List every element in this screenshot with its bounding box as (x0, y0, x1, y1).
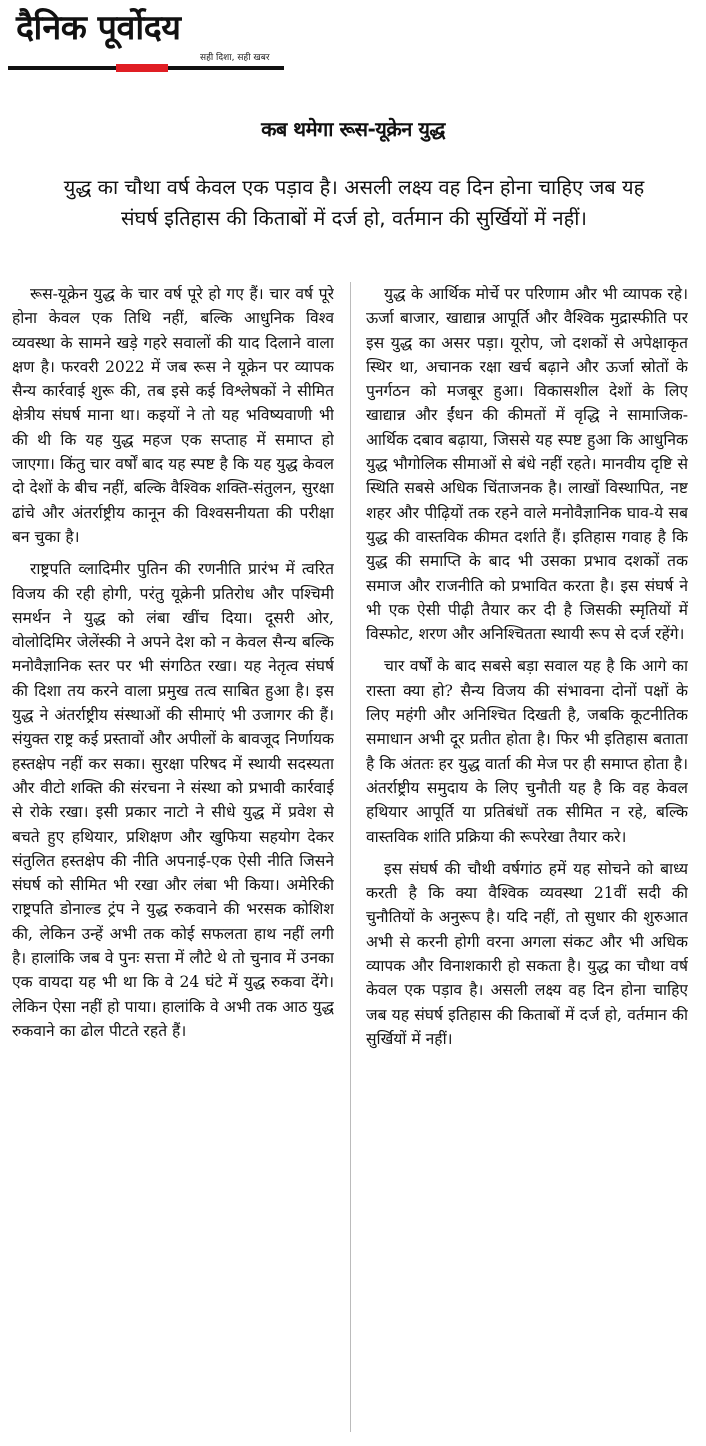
masthead-title-part1: दैनिक पूर् (16, 8, 144, 48)
masthead-tagline: सही दिशा, सही खबर (200, 53, 270, 63)
deck-text: युद्ध का चौथा वर्ष केवल एक पड़ाव है। असली लक्ष्य वह दिन होना चाहिए जब यह संघर्ष इतिहास की किताबों में दर्ज हो, वर्तमान की सुर्खियों में नहीं। (63, 175, 645, 230)
column-divider (350, 282, 351, 1432)
right-column (366, 282, 688, 1442)
article-paragraph: इस संघर्ष की चौथी वर्षगांठ हमें यह सोचने को बाध्य करती है कि क्या वैश्विक व्यवस्था 21वीं सदी की चुनौतियों के अनुरूप है। यदि नहीं, तो सुधार की शुरुआत अभी से करनी होगी वरना अगला संकट और भी अधिक व्यापक और विनाशकारी हो सकता है। युद्ध का चौथा वर्ष केवल एक पड़ाव है। असली लक्ष्य वह दिन होना चाहिए जब यह संघर्ष इतिहास की किताबों में दर्ज हो, वर्तमान की सुर्खियों में नहीं। (366, 859, 688, 1048)
masthead-title (16, 6, 180, 50)
deck (52, 172, 656, 234)
masthead-red-bar (116, 64, 168, 72)
article-paragraph: चार वर्षों के बाद सबसे बड़ा सवाल यह है कि आगे का रास्ता क्या हो? सैन्य विजय की संभावना दोनों पक्षों के लिए महंगी और अनिश्चित दिखती है, जबकि कूटनीतिक समाधान अभी दूर प्रतीत होता है। फिर भी इतिहास बताता है कि अंततः हर युद्ध वार्ता की मेज पर ही समाप्त होता है। अंतर्राष्ट्रीय समुदाय के लिए चुनौती यह है कि वह केवल हथियार आपूर्ति या प्रतिबंधों तक सीमित न रहे, बल्कि वास्तविक शांति प्रक्रिया की रूपरेखा तैयार करे। (366, 657, 688, 846)
article-paragraph: रूस-यूक्रेन युद्ध के चार वर्ष पूरे हो गए हैं। चार वर्ष पूरे होना केवल एक तिथि नहीं, बल्कि आधुनिक विश्व व्यवस्था के सामने खड़े गहरे सवालों की याद दिलाने वाला क्षण है। फरवरी 2022 में जब रूस ने यूक्रेन पर व्यापक सैन्य कार्रवाई शुरू की, तब इसे कई विश्लेषकों ने सीमित क्षेत्रीय संघर्ष माना था। कइयों ने तो यह भविष्यवाणी भी की थी कि यह युद्ध महज एक सप्ताह में समाप्त हो जाएगा। किंतु चार वर्षों बाद यह स्पष्ट है कि यह युद्ध केवल दो देशों के बीच नहीं, बल्कि वैश्विक शक्ति-संतुलन, सुरक्षा ढांचे और अंतर्राष्ट्रीय कानून की विश्वसनीयता की परीक्षा बन चुका है। (12, 285, 334, 546)
article-paragraph: राष्ट्रपति व्लादिमीर पुतिन की रणनीति प्रारंभ में त्वरित विजय की रही होगी, परंतु यूक्रेनी प्रतिरोध और पश्चिमी समर्थन ने युद्ध को लंबा खींच दिया। दूसरी ओर, वोलोदिमिर जेलेंस्की ने अपने देश को न केवल सैन्य बल्कि मनोवैज्ञानिक स्तर पर भी संगठित रखा। यह नेतृत्व संघर्ष की दिशा तय करने वाला प्रमुख तत्व साबित हुआ है। इस युद्ध ने अंतर्राष्ट्रीय संस्थाओं की सीमाएं भी उजागर की हैं। संयुक्त राष्ट्र कई प्रस्तावों और अपीलों के बावजूद निर्णायक हस्तक्षेप नहीं कर सका। सुरक्षा परिषद में स्थायी सदस्यता और वीटो शक्ति की संरचना ने संस्था को प्रभावी कार्रवाई से रोके रखा। इसी प्रकार नाटो ने सीधे युद्ध में प्रवेश से बचते हुए हथियार, प्रशिक्षण और खुफिया सहयोग देकर संतुलित हस्तक्षेप की नीति अपनाई-एक ऐसी नीति जिसने संघर्ष को सीमित भी रखा और लंबा भी किया। अमेरिकी राष्ट्रपति डोनाल्ड ट्रंप ने युद्ध रुकवाने की भरसक कोशिश की, लेकिन उन्हें अभी तक कोई सफलता हाथ नहीं लगी है। हालांकि जब वे पुनः सत्ता में लौटे थे तो चुनाव में उनका एक वायदा यह भी था कि वे 24 घंटे में युद्ध रुकवा देंगे। लेकिन ऐसा नहीं हो पाया। हालांकि वे अभी तक आठ युद्ध रुकवाने का ढोल पीटते रहते हैं। (12, 560, 334, 1040)
headline: कब थमेगा रूस-यूक्रेन युद्ध (261, 117, 445, 141)
left-column (12, 282, 334, 1442)
article-paragraph: युद्ध के आर्थिक मोर्चे पर परिणाम और भी व्यापक रहे। ऊर्जा बाजार, खाद्यान्न आपूर्ति और वैश्विक मुद्रास्फीति पर इस युद्ध का असर पड़ा। यूरोप, जो दशकों से अपेक्षाकृत स्थिर था, अचानक रक्षा खर्च बढ़ाने और ऊर्जा स्रोतों के पुनर्गठन को मजबूर हुआ। विकासशील देशों के लिए खाद्यान्न और ईंधन की कीमतों में वृद्धि ने सामाजिक-आर्थिक दबाव बढ़ाया, जिससे यह स्पष्ट हुआ कि आधुनिक युद्ध भौगोलिक सीमाओं से बंधे नहीं रहते। मानवीय दृष्टि से स्थिति सबसे अधिक चिंताजनक है। लाखों विस्थापित, नष्ट शहर और पीढ़ियों तक रहने वाले मनोवैज्ञानिक घाव-ये सब युद्ध की वास्तविक कीमत दर्शाते हैं। इतिहास गवाह है कि युद्ध की समाप्ति के बाद भी उसका प्रभाव दशकों तक समाज और राजनीति को प्रभावित करता है। इस संघर्ष ने भी एक ऐसी पीढ़ी तैयार कर दी है जिसकी स्मृतियों में विस्फोट, शरण और अनिश्चितता स्थायी रूप से दर्ज रहेंगे। (366, 285, 688, 644)
masthead (8, 2, 290, 72)
masthead-title-part3: दय (143, 8, 181, 48)
